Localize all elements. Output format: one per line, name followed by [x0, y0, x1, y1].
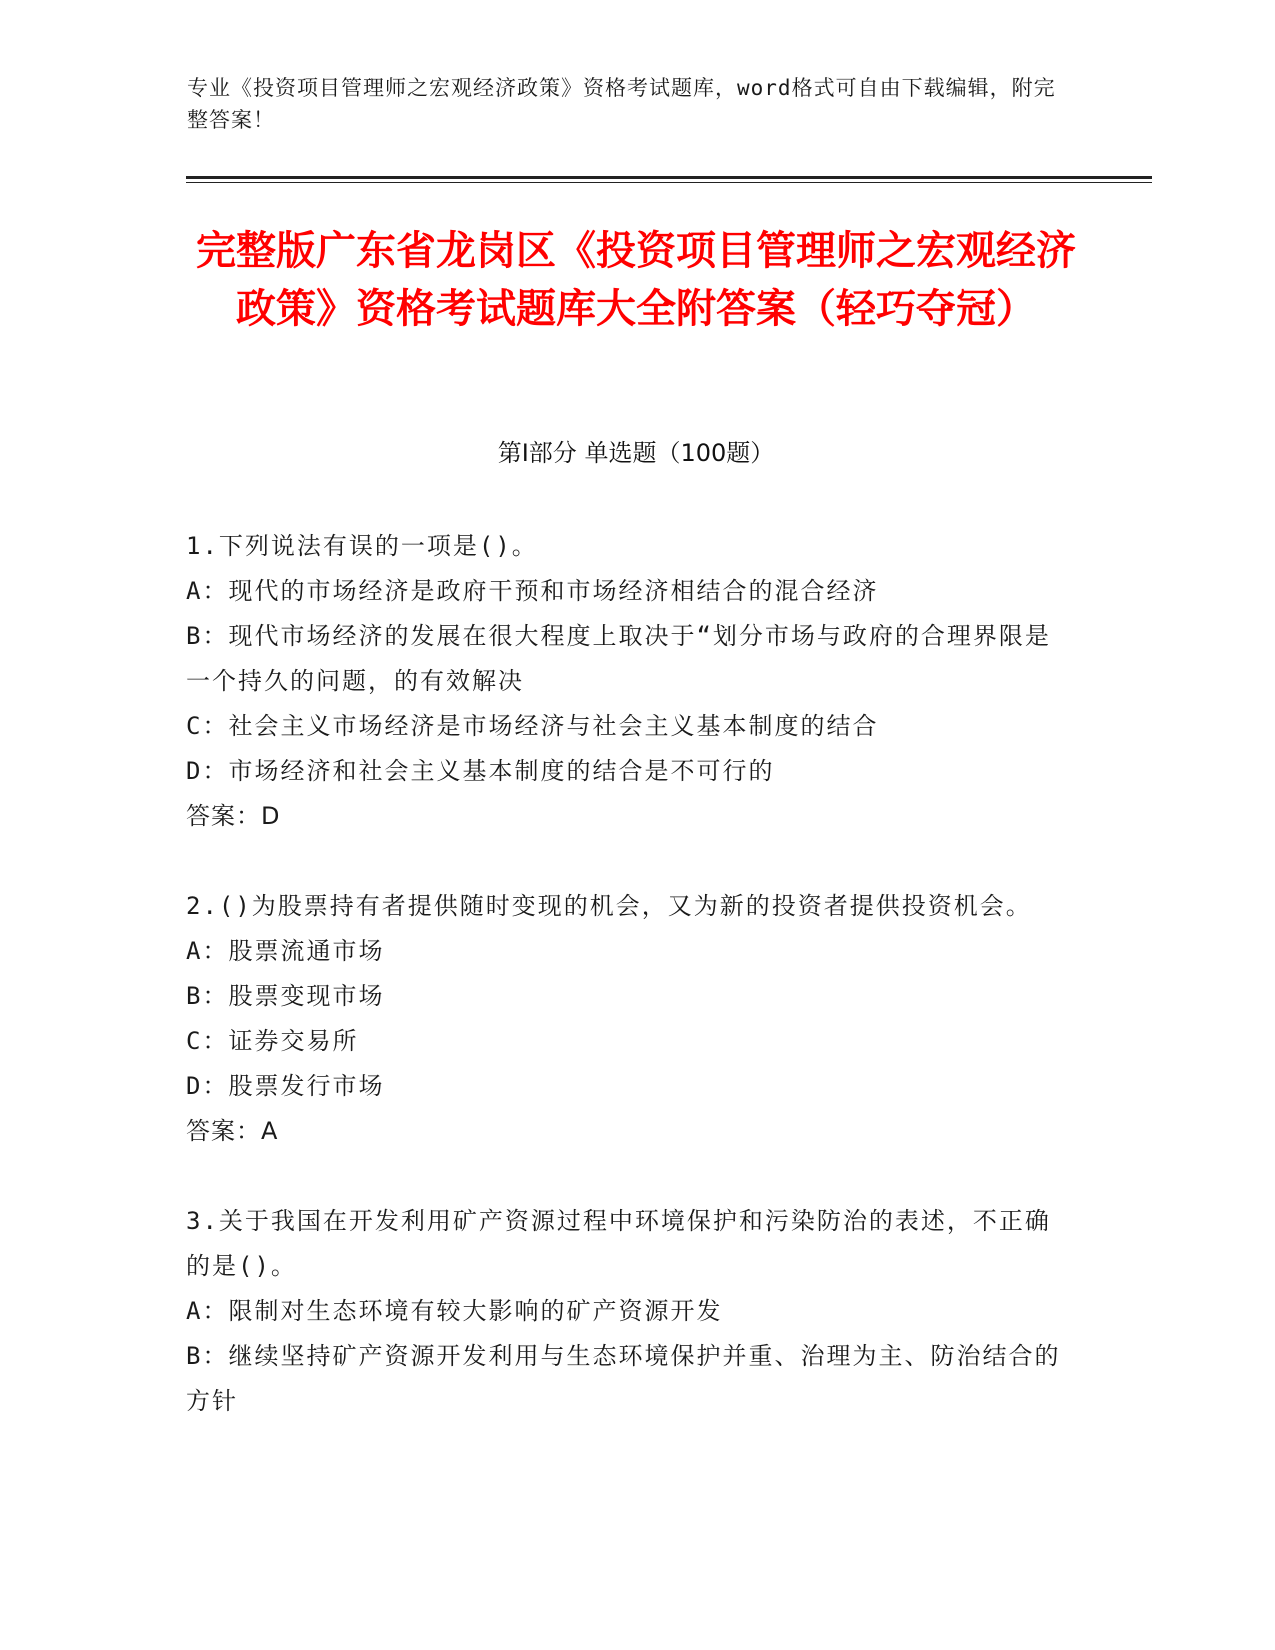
- option-a: A：限制对生态环境有较大影响的矿产资源开发: [186, 1297, 723, 1325]
- option-a: A：现代的市场经济是政府干预和市场经济相结合的混合经济: [186, 577, 879, 605]
- option-b: B：股票变现市场: [186, 982, 385, 1010]
- option-c: C：社会主义市场经济是市场经济与社会主义基本制度的结合: [186, 712, 879, 740]
- header-rule-thin: [186, 182, 1152, 183]
- question-stem: 1.下列说法有误的一项是()。: [186, 532, 538, 560]
- option-a: A：股票流通市场: [186, 937, 385, 965]
- question-stem: 3.关于我国在开发利用矿产资源过程中环境保护和污染防治的表述，不正确的是()。: [186, 1207, 1051, 1280]
- question-stem: 2.()为股票持有者提供随时变现的机会，又为新的投资者提供投资机会。: [186, 892, 1032, 920]
- header-rule-thick: [186, 176, 1152, 179]
- header-note: 专业《投资项目管理师之宏观经济政策》资格考试题库，word格式可自由下载编辑，附完整答案！: [187, 76, 1056, 132]
- option-d: D：市场经济和社会主义基本制度的结合是不可行的: [186, 757, 775, 785]
- question-2: [186, 884, 1066, 1154]
- answer: 答案：A: [186, 1117, 279, 1145]
- question-list: [186, 524, 1066, 1424]
- question-1: [186, 524, 1066, 839]
- option-b: B：现代市场经济的发展在很大程度上取决于“划分市场与政府的合理界限是一个持久的问题，的有效解决: [186, 622, 1051, 695]
- section-title: 第I部分 单选题（100题）: [497, 439, 775, 467]
- option-c: C：证券交易所: [186, 1027, 359, 1055]
- question-3: [186, 1199, 1066, 1424]
- option-d: D：股票发行市场: [186, 1072, 385, 1100]
- answer: 答案：D: [186, 802, 281, 830]
- document-title: 完整版广东省龙岗区《投资项目管理师之宏观经济政策》资格考试题库大全附答案（轻巧夺冠）: [196, 228, 1076, 332]
- option-b: B：继续坚持矿产资源开发利用与生态环境保护并重、治理为主、防治结合的方针: [186, 1342, 1061, 1415]
